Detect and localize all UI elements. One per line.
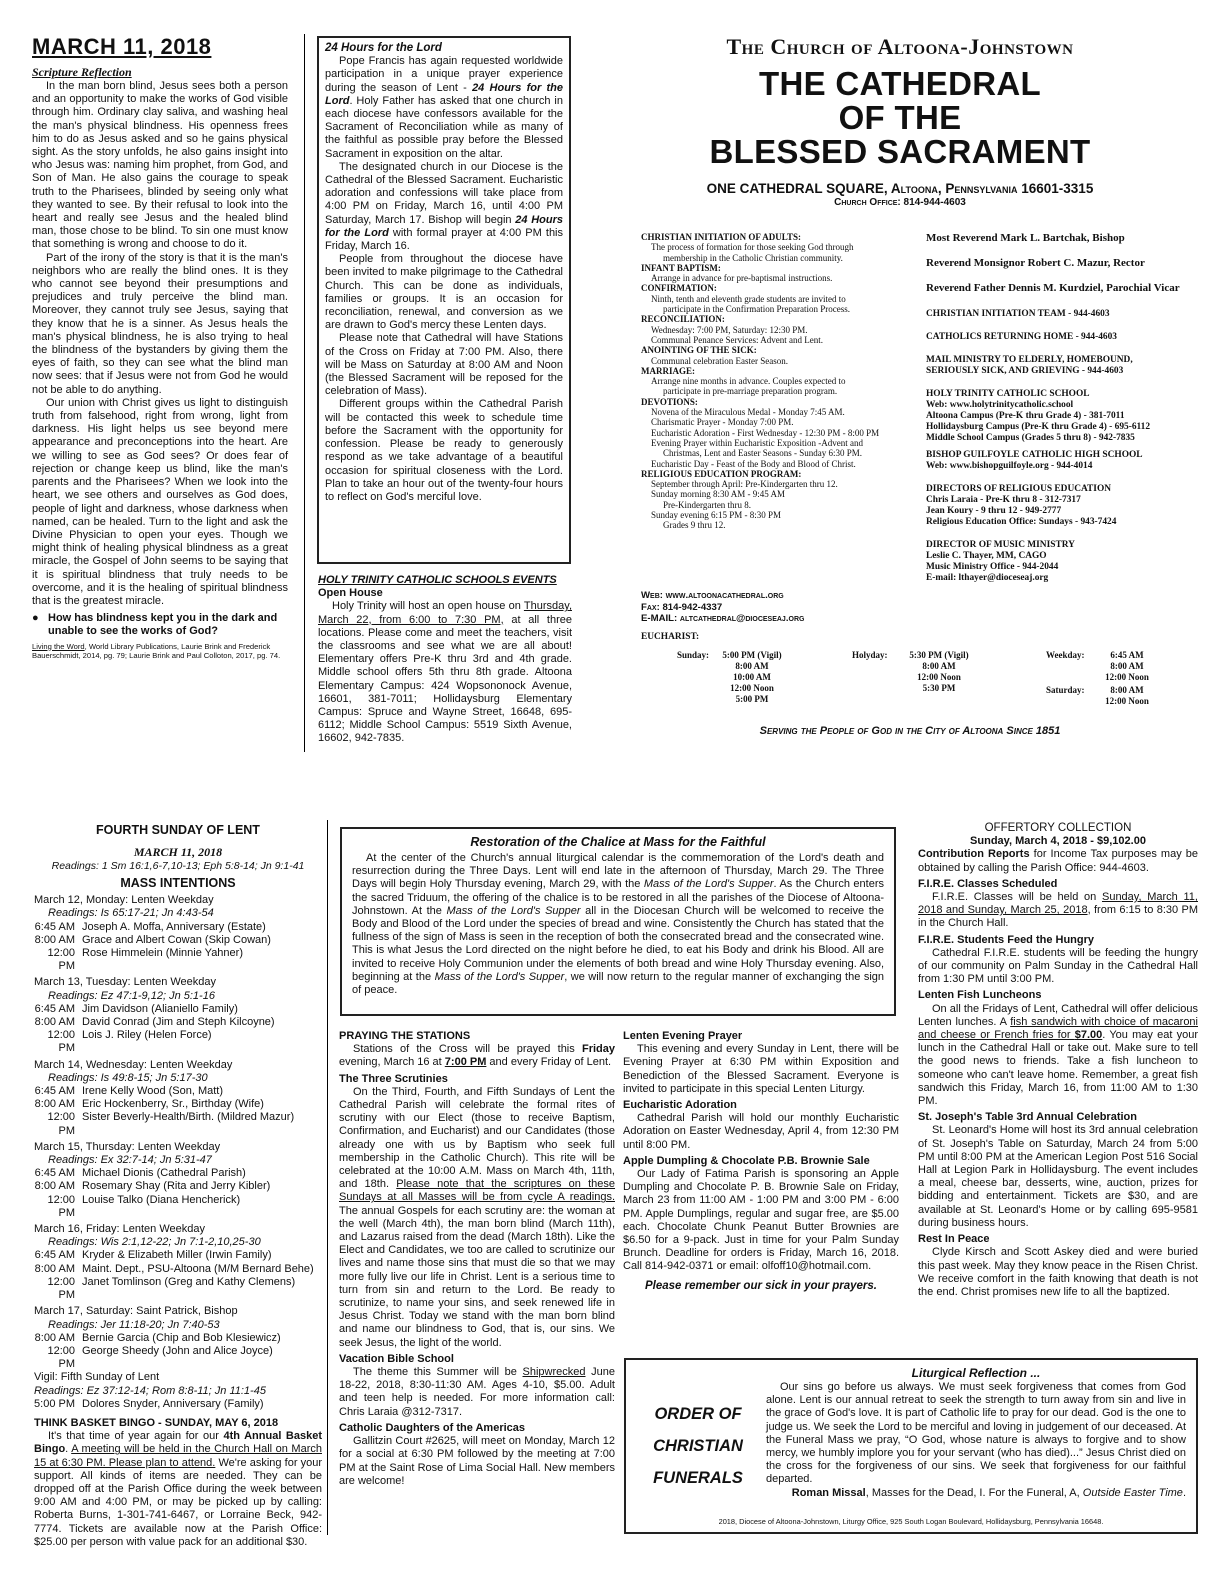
- fish-heading: Lenten Fish Luncheons: [918, 989, 1042, 1002]
- lent-heading: FOURTH SUNDAY OF LENT: [96, 823, 260, 837]
- daughters-text: Gallitzin Court #2625, will meet on Monday, March 12 for a social at 6:30 PM followed by the meeting at 7:00 PM at the Saint Rose of Lima Social Hall. New members are welcome!: [339, 1435, 615, 1487]
- evening-prayer-heading: Lenten Evening Prayer: [623, 1030, 743, 1042]
- cathedral-title: THE CATHEDRAL OF THE BLESSED SACRAMENT: [709, 65, 1091, 170]
- stations-heading: PRAYING THE STATIONS: [339, 1030, 471, 1042]
- serving-tagline: Serving the People of God in the City of Altoona Since 1851: [759, 725, 1061, 737]
- citation: Living the Word, World Library Publications, Laurie Brink and Frederick Bauerschmidt, 2014, pg. 79; Laurie Brink and Paul Colloton, 2017, pg. 74.: [32, 641, 281, 660]
- sacrament-line: Arrange nine months in advance. Couples expected to: [651, 376, 846, 387]
- weekday-label: Weekday:: [1046, 650, 1085, 660]
- sacrament-line: Grades 9 thru 12.: [663, 520, 726, 531]
- scripture-text: [32, 80, 288, 608]
- sacrament-line: Pre-Kindergarten thru 8.: [663, 499, 752, 510]
- staff-line: DIRECTOR OF MUSIC MINISTRY: [926, 540, 1075, 550]
- mass-intention-row: 8:00 AM Eric Hockenberry, Sr., Birthday (Wife): [34, 1098, 264, 1111]
- masthead: [600, 34, 1200, 214]
- mass-time: 8:00 AM: [1110, 661, 1144, 671]
- sacrament-line: Communal Penance Services: Advent and Lent.: [651, 334, 823, 345]
- day-heading: March 15, Thursday: Lenten Weekday: [34, 1140, 221, 1153]
- fish-text: On all the Fridays of Lent, Cathedral will offer delicious Lenten lunches. A fish sandwich with choice of macaroni and cheese or French fries for $7.00. You may eat your lunch in the Cathedral Hall or take out. Make sure to tell the good news to friends. Take a fish luncheon to someone who can't leave home. Remember, a great fish sandwich this Friday, March 16, from 11:00 AM to 1:30 PM.: [918, 1002, 1198, 1108]
- funerals-text: Our sins go before us always. We must seek forgiveness that comes from God alone. Lent is our annual retreat to seek the strength to turn away from sin and live in the grace of God's love. It is part of Catholic life to pray for our dead. God is the one to judge us. We seek the Lord to be merciful and loving in judgement of our deceased. At the Funeral Mass we pray, “O God, whose nature is always to forgive and to show mercy, we humbly implore you for your servant (who has died)...” Jesus Christ died on the cross for the forgiveness of our sins. We seek that forgiveness for our faithful departed.: [766, 1381, 1186, 1486]
- sacrament-line: Sunday morning 8:30 AM - 9:45 AM: [651, 489, 786, 500]
- scripture-column: [32, 34, 288, 758]
- mass-time: 12:00 Noon: [730, 683, 774, 693]
- staff-line: CHRISTIAN INITIATION TEAM - 944-4603: [926, 309, 1110, 319]
- holy-trinity-events: [318, 574, 572, 756]
- funerals-source: Roman Missal, Masses for the Dead, I. For the Funeral, A, Outside Easter Time.: [791, 1486, 1186, 1499]
- vigil-line: Vigil: Fifth Sunday of Lent: [34, 1371, 160, 1384]
- sacrament-line: INFANT BAPTISM:: [641, 262, 721, 273]
- sacrament-line: Wednesday: 7:00 PM, Saturday: 12:30 PM.: [651, 324, 808, 335]
- mass-intentions-column: [34, 822, 322, 1548]
- joseph-heading: St. Joseph's Table 3rd Annual Celebration: [918, 1111, 1137, 1124]
- mass-intention-row: 6:45 AM Joseph A. Moffa, Anniversary (Estate): [34, 920, 266, 933]
- mass-intention-row: 5:00 PM Dolores Snyder, Anniversary (Family): [34, 1397, 264, 1410]
- staff-line: Most Reverend Mark L. Bartchak, Bishop: [926, 232, 1125, 244]
- bingo-text: It's that time of year again for our 4th Annual Basket Bingo. A meeting will be held in the Church Hall on March 15 at 6:30 PM. Please plan to attend. We're asking for your support. All kinds of items are needed. They can be dropped off at the Parish Office during the week between 9:00 AM and 4:00 PM, or may be picked up by calling: Roberta Burns, 1-301-741-6467, or Lorraine Beck, 942-7774. Tickets are available now at the Parish Office: $25.00 per person with value pack for an additional $30.: [34, 1430, 322, 1548]
- day-readings: Readings: Ex 32:7-14; Jn 5:31-47: [48, 1154, 212, 1167]
- mass-intention-row: 8:00 AM Bernie Garcia (Chip and Bob Klesiewicz): [34, 1331, 281, 1344]
- adoration-text: Cathedral Parish will hold our monthly Eucharistic Adoration on Easter Wednesday, April 4, from 12:30 PM until 8:00 PM.: [623, 1112, 899, 1151]
- staff-line: Leslie C. Thayer, MM, CAGO: [926, 551, 1047, 561]
- scripture-subtitle: Scripture Reflection: [32, 65, 132, 79]
- fax-number: Fax: 814-942-4337: [641, 601, 723, 613]
- page-date: MARCH 11, 2018: [32, 34, 212, 59]
- day-readings: Readings: Wis 2:1,12-22; Jn 7:1-2,10,25-30: [48, 1236, 261, 1249]
- evening-prayer-column: [623, 1030, 899, 1350]
- fire-students-heading: F.I.R.E. Students Feed the Hungry: [918, 933, 1095, 946]
- staff-line: DIRECTORS OF RELIGIOUS EDUCATION: [926, 484, 1112, 494]
- day-heading: March 16, Friday: Lenten Weekday: [34, 1223, 205, 1236]
- chalice-title: Restoration of the Chalice at Mass for the Faithful: [470, 835, 766, 849]
- mass-intention-day: [34, 1141, 322, 1220]
- staff-line: Hollidaysburg Campus (Pre-K thru Grade 4) - 695-6112: [926, 422, 1151, 432]
- mass-time: 6:45 AM: [1110, 650, 1144, 660]
- mass-intention-row: 12:00 PM Louise Talko (Diana Hencherick): [47, 1193, 241, 1219]
- stations-column: [339, 1030, 615, 1540]
- church-office: Church Office: 814-944-4603: [834, 197, 966, 208]
- sacrament-line: Charismatic Prayer - Monday 7:00 PM.: [651, 417, 794, 428]
- mass-time: 5:30 PM (Vigil): [909, 650, 969, 660]
- sacrament-line: CHRISTIAN INITIATION OF ADULTS:: [641, 232, 801, 242]
- mass-intention-day: [34, 1223, 322, 1302]
- fire-classes-text: F.I.R.E. Classes will be held on Sunday, March 11, 2018 and Sunday, March 25, 2018, from 6:15 to 8:30 PM in the Church Hall.: [918, 891, 1198, 930]
- staff-line: MAIL MINISTRY TO ELDERLY, HOMEBOUND,: [926, 355, 1133, 365]
- mass-intention-day: [34, 1305, 322, 1371]
- sunday-times: [712, 650, 792, 705]
- sunday-label: Sunday:: [677, 650, 710, 660]
- holyday-times: [896, 650, 982, 694]
- day-heading: March 12, Monday: Lenten Weekday: [34, 894, 214, 907]
- holy-trinity-heading: HOLY TRINITY CATHOLIC SCHOOLS EVENTS: [318, 574, 557, 586]
- fire-students-text: Cathedral F.I.R.E. students will be feeding the hungry of our community on Palm Sunday in the Cathedral Hall from 1:30 PM until 3:00 PM.: [918, 946, 1198, 986]
- mass-intention-days: [34, 894, 322, 1371]
- mass-time: 8:00 AM: [1110, 685, 1144, 695]
- hours-para: People from throughout the diocese have been invited to make pilgrimage to the Cathedral Church. This can be done as individuals, families or groups. It is an occasion for reconciliation, renewal, and conversion as we are drawn to God's mercy these Lenten days.: [325, 253, 563, 332]
- contribution-reports: Contribution Reports for Income Tax purposes may be obtained by calling the Parish Office: 944-4603.: [918, 848, 1198, 874]
- sick-prayer-note: Please remember our sick in your prayers.: [644, 1279, 878, 1292]
- vigil-readings: Readings: Ez 37:12-14; Rom 8:8-11; Jn 11:1-45: [34, 1384, 266, 1397]
- funerals-reflection: [766, 1366, 1186, 1514]
- staff-line: Chris Laraia - Pre-K thru 8 - 312-7317: [926, 495, 1081, 505]
- day-readings: Readings: Is 49:8-15; Jn 5:17-30: [48, 1071, 208, 1084]
- scripture-para: Our union with Christ gives us light to distinguish truth from falsehood, right from wrong, light from darkness. His light helps us see beyond mere appearance and preconceptions into the heart. Are we willing to see as God sees? Or does fear of rejection or change keep us blind, like the man's parents and the Pharisees? When we look into the heart, we see others and ourselves as God does, people of light and darkness, whose darkness when named, can be healed. Turn to the light and ask the Divine Physician to open your eyes. Though we might think of healing physical blindness as a great miracle, the Gospel of John seems to be saying that it is spiritual blindness that truly needs to be overcome, and it is the healing of spiritual blindness that is the greatest miracle.: [32, 396, 288, 607]
- address: ONE CATHEDRAL SQUARE, Altoona, Pennsylvania 16601-3315: [706, 181, 1094, 196]
- mass-intentions-heading: MASS INTENTIONS: [120, 876, 236, 891]
- rip-text: Clyde Kirsch and Scott Askey died and were buried this past week. May they know peace in the Risen Christ. We receive comfort in the faith knowing that death is not the end. Christ promises new life to all the baptized.: [918, 1246, 1198, 1298]
- mass-time: 8:00 AM: [922, 661, 956, 671]
- hours-para: Please note that Cathedral will have Stations of the Cross on Friday at 7:00 PM. Also, there will be Mass on Saturday at 8:00 AM and Noon (the Blessed Sacrament will be reposed for the celebration of Mass).: [325, 332, 563, 398]
- sacrament-line: DEVOTIONS:: [641, 396, 698, 407]
- sacrament-line: Sunday evening 6:15 PM - 8:30 PM: [651, 510, 782, 521]
- sacrament-line: The process of formation for those seeking God through: [651, 242, 854, 253]
- scrutinies-heading: The Three Scrutinies: [339, 1072, 448, 1085]
- day-heading: March 14, Wednesday: Lenten Weekday: [34, 1058, 233, 1071]
- funerals-box: [624, 1358, 1198, 1534]
- sacrament-line: ANOINTING OF THE SICK:: [641, 345, 757, 356]
- column-divider: [304, 34, 305, 752]
- scrutinies-text: On the Third, Fourth, and Fifth Sundays of Lent the Cathedral Parish will celebrate the formal rites of scrutiny with our Elect (those to receive Baptism, Confirmation, and Eucharist) and our Candidates (those already one with us by Baptism who seek full membership in the Catholic Church). This rite will be celebrated at the 10:00 A.M. Mass on March 4th, 11th, and 18th. Please note that the scriptures on these Sundays at all Masses will be from cycle A readings. The annual Gospels for each scrutiny are: the woman at the well (March 4th), the man born blind (March 11th), and Lazarus raised from the dead (March 18th). Like the Elect and Candidates, we too are called to scrutinize our lives and name those sins that must die so that we may more fully live our life in Christ. Lent is a serious time to turn from sin and return to the Lord. Be ready to scrutinize, to name your sins, and seek renewed life in Jesus Christ. Today we stand with the man born blind and name our blindness to God, that is, our sins. We seek Jesus, the light of the world.: [339, 1085, 616, 1349]
- mass-intention-row: 12:00 PM Janet Tomlinson (Greg and Kathy Clemens): [47, 1275, 296, 1302]
- saturday-label: Saturday:: [1046, 685, 1085, 695]
- staff-directory: [926, 232, 1206, 632]
- hours-para: Different groups within the Cathedral Parish will be contacted this week to schedule time before the Sacrament with the opportunity for confession. Please be ready to generously respond as we take advantage of a beautiful occasion for spiritual closeness with the Lord. Plan to take an hour out of the twenty-four hours to reflect on God's merciful love.: [325, 398, 563, 503]
- rip-heading: Rest In Peace: [918, 1233, 990, 1246]
- email-link[interactable]: E-MAIL: altcathedral@dioceseaj.org: [641, 613, 805, 624]
- mass-intention-row: 12:00 PM George Sheedy (John and Alice Joyce): [47, 1344, 273, 1371]
- sacrament-line: MARRIAGE:: [641, 365, 695, 376]
- hours-para: Pope Francis has again requested worldwide participation in a unique prayer experience during the season of Lent - 24 Hours for the Lord. Holy Father has asked that one church in each diocese have confessors available for the Sacrament of Reconciliation while as many of the faithful as possible pray before the Blessed Sacrament in exposition on the altar.: [325, 55, 563, 160]
- sacrament-line: participate in pre-marriage preparation program.: [663, 386, 838, 397]
- mass-time: 5:30 PM: [922, 683, 956, 693]
- mass-time: 8:00 AM: [735, 661, 769, 671]
- hours-for-lord-box: [317, 36, 571, 564]
- column-divider: [327, 820, 328, 1535]
- mass-time: 12:00 Noon: [1105, 672, 1149, 682]
- staff-line: Reverend Father Dennis M. Kurdziel, Parochial Vicar: [926, 282, 1180, 294]
- staff-line: Religious Education Office: Sundays - 943-7424: [926, 517, 1117, 527]
- bingo-heading: THINK BASKET BINGO - SUNDAY, MAY 6, 2018: [34, 1416, 279, 1429]
- offertory-amount: Sunday, March 4, 2018 - $9,102.00: [970, 835, 1146, 848]
- sacrament-line: Eucharistic Day - Feast of the Body and Blood of Christ.: [651, 458, 856, 469]
- sacrament-line: Christmas, Lent and Easter Seasons - Sunday 6:30 PM.: [663, 448, 862, 459]
- mass-intention-row: 12:00 PM Sister Beverly-Health/Birth. (Mildred Mazur): [47, 1111, 295, 1137]
- staff-line: SERIOUSLY SICK, AND GRIEVING - 944-4603: [926, 366, 1124, 376]
- mass-intention-row: 6:45 AM Irene Kelly Wood (Son, Matt): [34, 1085, 224, 1098]
- sacrament-line: Communal celebration Easter Season.: [651, 355, 788, 366]
- reflection-question: ● How has blindness kept you in the dark and unable to see the works of God?: [32, 612, 278, 638]
- scripture-para: In the man born blind, Jesus sees both a person and an opportunity to make the works of God visible through him. Ordinary clay saliva, and washing heal the man's physical blindness. His openness frees him to do as Jesus asked and so he gains physical sight. As the story unfolds, he also gains insight into who Jesus was: naming him prophet, from God, and Son of Man. He also gains the courage to speak truth to the Pharisees, blinded by seeing only what they wanted to see. By their refusal to look into the heart and really see Jesus and the healed blind man, those chose to be blind. To sin one must know that something is wrong and choose to do it.: [32, 80, 288, 251]
- adoration-heading: Eucharistic Adoration: [623, 1099, 737, 1112]
- staff-line: Reverend Monsignor Robert C. Mazur, Rector: [926, 257, 1145, 269]
- chalice-box: [340, 827, 896, 1016]
- contact-info: [641, 590, 931, 630]
- lent-readings: Readings: 1 Sm 16:1,6-7,10-13; Eph 5:8-14; Jn 9:1-41: [51, 860, 305, 872]
- open-house-text: Holy Trinity will host an open house on Thursday, March 22, from 6:00 to 7:30 PM, at all three locations. Please come and meet the teachers, visit the classrooms and see what we are all about! Elementary offers Pre-K thru 3rd and 4th grade. Middle school offers 5th thru 8th grade. Altoona Elementary Campus: 424 Wopsononock Avenue, 16601, 381-7011; Hollidaysburg Elementary Campus: Spruce and Wayne Street, 16648, 695-6112; Middle School Campus: 5519 Sixth Avenue, 16602, 942-7835.: [318, 600, 572, 745]
- sacrament-line: CONFIRMATION:: [641, 283, 717, 294]
- staff-line: Web: www.bishopguilfoyle.org - 944-4014: [926, 461, 1093, 471]
- mass-intention-row: 12:00 PM Lois J. Riley (Helen Force): [47, 1029, 212, 1055]
- lent-date: MARCH 11, 2018: [133, 845, 223, 859]
- staff-line: Middle School Campus (Grades 5 thru 8) - 942-7835: [926, 433, 1135, 443]
- mass-intention-row: 8:00 AM Maint. Dept., PSU-Altoona (M/M Bernard Behe): [34, 1262, 314, 1275]
- dumpling-heading: Apple Dumpling & Chocolate P.B. Brownie Sale: [623, 1154, 870, 1167]
- mass-intention-row: 6:45 AM Michael Dionis (Cathedral Parish): [34, 1167, 246, 1180]
- sacrament-line: RECONCILIATION:: [641, 314, 725, 325]
- open-house-heading: Open House: [318, 587, 383, 600]
- sacrament-line: Novena of the Miraculous Medal - Monday 7:45 AM.: [651, 407, 845, 418]
- staff-line: Music Ministry Office - 944-2044: [926, 562, 1059, 572]
- staff-line: Jean Koury - 9 thru 12 - 949-2777: [926, 506, 1062, 516]
- holyday-label: Holyday:: [852, 650, 888, 660]
- scripture-para: Part of the irony of the story is that it is the man's neighbors who are really the blind ones. It is they who cannot see beyond their presumptions and prejudices and truly perceive the blind man. Moreover, they cannot truly see Jesus, saying that they know that he is a sinner. As Jesus heals the man's physical blindness, he is also trying to heal the blindness of the bystanders by giving them the eyes of faith, so they can see what the blind man now sees: that if Jesus were not from God he would not be able to do anything.: [32, 251, 288, 396]
- daughters-heading: Catholic Daughters of the Americas: [339, 1421, 526, 1434]
- staff-line: BISHOP GUILFOYLE CATHOLIC HIGH SCHOOL: [926, 450, 1143, 460]
- stations-text: Stations of the Cross will be prayed this Friday evening, March 16 at 7:00 PM and every Friday of Lent.: [339, 1043, 615, 1069]
- mass-intention-day: [34, 976, 322, 1055]
- sacrament-line: Arrange in advance for pre-baptismal instructions.: [651, 273, 833, 284]
- hours-title: 24 Hours for the Lord: [325, 42, 442, 54]
- sacrament-line: Ninth, tenth and eleventh grade students are invited to: [651, 293, 846, 304]
- sacrament-line: Evening Prayer within Eucharistic Exposition -Advent and: [651, 437, 863, 448]
- staff-line: E-mail: lthayer@dioceseaj.org: [926, 573, 1049, 583]
- evening-prayer-text: This evening and every Sunday in Lent, there will be Evening Prayer at 6:30 PM within Exposition and Benediction of the Blessed Sacrament. Everyone is invited to participate in this special Lenten Liturgy.: [623, 1043, 899, 1095]
- mass-intention-row: 6:45 AM Jim Davidson (Alianiello Family): [34, 1002, 238, 1015]
- mass-intention-row: 8:00 AM Rosemary Shay (Rita and Jerry Kibler): [34, 1180, 271, 1193]
- day-readings: Readings: Is 65:17-21; Jn 4:43-54: [48, 907, 214, 920]
- mass-intention-row: 12:00 PM Rose Himmelein (Minnie Yahner): [47, 947, 243, 973]
- mass-intention-day: [34, 894, 322, 973]
- sacrament-line: September through April: Pre-Kindergarten thru 12.: [651, 479, 838, 490]
- mass-time: 12:00 Noon: [1105, 696, 1149, 706]
- vbs-heading: Vacation Bible School: [339, 1352, 454, 1365]
- mass-intention-row: 8:00 AM David Conrad (Jim and Steph Kilcoyne): [34, 1016, 275, 1029]
- day-readings: Readings: Jer 11:18-20; Jn 7:40-53: [48, 1318, 220, 1331]
- diocese-name: The Church of Altoona-Johnstown: [726, 34, 1074, 59]
- offertory-heading: OFFERTORY COLLECTION: [984, 822, 1132, 834]
- mass-intention-row: 8:00 AM Grace and Albert Cowan (Skip Cowan): [34, 933, 271, 946]
- offertory-column: [918, 822, 1198, 1344]
- mass-time: 5:00 PM (Vigil): [722, 650, 782, 660]
- mass-time: 10:00 AM: [733, 672, 771, 682]
- vbs-text: The theme this Summer will be Shipwrecked June 18-22, 2018, 8:30-11:30 AM. Ages 4-10, $5.00. Adult and teen help is needed. For more information call: Chris Laraia @312-7317.: [339, 1366, 615, 1418]
- dumpling-text: Our Lady of Fatima Parish is sponsoring an Apple Dumpling and Chocolate P. B. Brownie Sale on Friday, March 23 from 11:00 AM - 1:00 PM and 3:00 PM - 6:00 PM. Apple Dumplings, regular and sugar free, are $5.00 each. Chocolate Chunk Peanut Butter Brownies are $6.50 for a 9-pack. Just in time for your Palm Sunday Brunch. Deadline for orders is Friday, March 16, 2018. Call 814-942-0371 or email: olfoff10@hotmail.com.: [623, 1168, 899, 1273]
- funerals-footer: 2018, Diocese of Altoona-Johnstown, Liturgy Office, 925 South Logan Boulevard, Hollidaysburg, Pennsylvania 16648.: [718, 1517, 1104, 1526]
- staff-line: Web: www.holytrinitycatholic.school: [926, 400, 1074, 410]
- sacrament-line: membership in the Catholic Christian community.: [663, 252, 843, 263]
- staff-line: CATHOLICS RETURNING HOME - 944-4603: [926, 332, 1117, 342]
- sacrament-line: participate in the Confirmation Preparation Process.: [663, 304, 850, 315]
- sacrament-line: RELIGIOUS EDUCATION PROGRAM:: [641, 468, 802, 479]
- mass-time: 5:00 PM: [735, 694, 769, 704]
- eucharist-heading: EUCHARIST:: [641, 632, 700, 642]
- mass-time: 12:00 Noon: [917, 672, 961, 682]
- mass-intention-day: [34, 1059, 322, 1138]
- mass-intention-row: 6:45 AM Kryder & Elizabeth Miller (Irwin Family): [34, 1249, 272, 1262]
- weekday-times: [1094, 650, 1160, 683]
- hours-para: The designated church in our Diocese is the Cathedral of the Blessed Sacrament. Eucharistic adoration and confessions will take place from 4:00 PM on Friday, March 16, until 4:00 PM Saturday, March 17. Bishop will begin 24 Hours for the Lord with formal prayer at 4:00 PM this Friday, March 16.: [325, 160, 564, 253]
- staff-line: Altoona Campus (Pre-K thru Grade 4) - 381-7011: [926, 411, 1125, 421]
- day-heading: March 17, Saturday: Saint Patrick, Bishop: [34, 1305, 238, 1318]
- joseph-text: St. Leonard's Home will host its 3rd annual celebration of St. Joseph's Table on Saturday, March 24 from 5:00 PM until 8:00 PM at the American Legion Post 516 Social Hall at Legion Park in Hollidaysburg. The event includes a meal, cheese bar, desserts, wine, auction, prizes for bidding and entertainment. Tickets are $30, and are available at St. Leonard's Home or by calling 695-9581 during business hours.: [918, 1124, 1198, 1229]
- sacrament-line: Eucharistic Adoration - First Wednesday - 12:30 PM - 8:00 PM: [651, 427, 880, 438]
- sacraments-list: [641, 232, 931, 582]
- funerals-title: Liturgical Reflection ...: [911, 1366, 1041, 1380]
- fire-classes-heading: F.I.R.E. Classes Scheduled: [918, 877, 1058, 890]
- day-readings: Readings: Ez 47:1-9,12; Jn 5:1-16: [48, 989, 215, 1002]
- website-link[interactable]: Web: www.altoonacathedral.org: [641, 590, 784, 601]
- funerals-label: ORDER OF CHRISTIAN FUNERALS: [653, 1405, 743, 1487]
- bullet-icon: ●: [32, 612, 39, 625]
- saturday-times: [1094, 685, 1160, 707]
- day-heading: March 13, Tuesday: Lenten Weekday: [34, 976, 217, 989]
- chalice-text: At the center of the Church's annual liturgical calendar is the commemoration of the Lord's death and resurrection during the Three Days. Lent will end late in the afternoon of Thursday, March 29. The Three Days will begin Holy Thursday evening, March 29, with the Mass of the Lord's Supper. As the Church enters the sacred Triduum, the offering of the chalice is to be restored in all the parishes of the Diocese of Altoona-Johnstown. At the Mass of the Lord's Supper all in the Diocesan Church will be welcomed to receive the Body and Blood of the Lord under the species of bread and wine. Consistently the Church has stated that the fullness of the sign of Mass is seen in the reception of both the consecrated bread and the consecrated wine. This is what Jesus the Lord directed on the night before he died, to eat his Body and drink his Blood. All are invited to receive Holy Communion under the elements of both bread and wine Holy Thursday evening. Also, beginning at the Mass of the Lord's Supper, we will now return to the regular manner of exchanging the sign of peace.: [352, 852, 884, 997]
- staff-line: HOLY TRINITY CATHOLIC SCHOOL: [926, 389, 1090, 399]
